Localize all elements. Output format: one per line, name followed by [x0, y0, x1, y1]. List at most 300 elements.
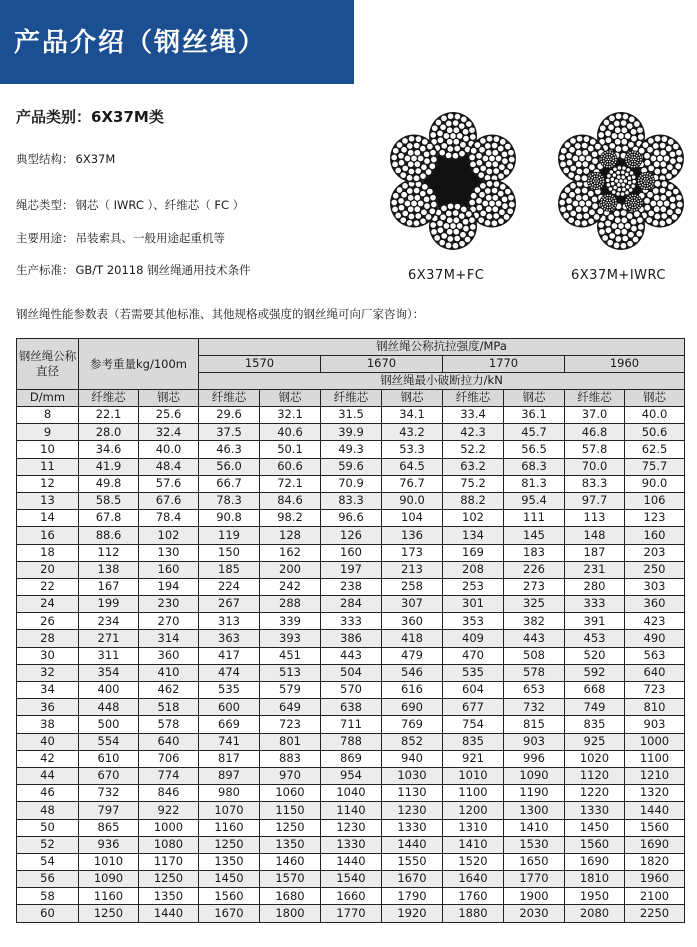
value-cell: 869	[321, 750, 382, 767]
core-strand-wire	[629, 171, 633, 175]
outer-strand-wire	[402, 165, 408, 171]
outer-strand-wire	[452, 152, 458, 158]
outer-strand-wire	[422, 139, 428, 145]
header-fiber-core: 纤维芯	[565, 390, 625, 407]
info-standard	[16, 262, 251, 278]
value-cell: 49.8	[79, 475, 139, 492]
outer-strand-wire	[459, 240, 465, 246]
outer-strand-wire	[609, 115, 615, 121]
value-cell: 59.6	[321, 458, 382, 475]
diameter-cell: 18	[17, 544, 79, 561]
outer-strand-wire	[634, 211, 640, 217]
core-strand-wire	[617, 187, 621, 191]
value-cell: 96.6	[321, 510, 382, 527]
value-cell: 610	[79, 750, 139, 767]
outer-strand-wire	[637, 217, 643, 223]
header-fiber-core: 纤维芯	[443, 390, 504, 407]
outer-strand-wire	[591, 196, 597, 202]
core-strand-wire	[652, 178, 654, 180]
value-cell: 1950	[565, 888, 625, 905]
value-cell: 1690	[565, 853, 625, 870]
value-cell: 535	[443, 664, 504, 681]
outer-strand-wire	[493, 181, 499, 187]
value-cell: 273	[504, 578, 565, 595]
outer-strand-wire	[446, 210, 452, 216]
outer-strand-wire	[480, 183, 486, 189]
core-strand-wire	[606, 194, 608, 196]
outer-strand-wire	[414, 150, 420, 156]
value-cell: 513	[260, 664, 321, 681]
outer-strand-wire	[413, 142, 419, 148]
outer-strand-wire	[424, 158, 430, 164]
outer-strand-wire	[497, 145, 503, 151]
outer-strand-wire	[415, 213, 421, 219]
info-value: GB/T 20118 钢丝绳通用技术条件	[75, 263, 251, 277]
outer-strand-wire	[393, 148, 399, 154]
outer-strand-wire	[582, 161, 588, 167]
diameter-cell: 9	[17, 424, 79, 441]
outer-strand-wire	[566, 153, 572, 159]
value-cell: 604	[443, 682, 504, 699]
outer-strand-wire	[614, 210, 620, 216]
info-usage	[16, 230, 225, 246]
value-cell: 70.0	[565, 458, 625, 475]
value-cell: 119	[199, 527, 260, 544]
value-cell: 203	[625, 544, 685, 561]
value-cell: 1560	[625, 819, 685, 836]
outer-strand-wire	[660, 161, 666, 167]
outer-strand-wire	[400, 172, 406, 178]
outer-strand-wire	[469, 217, 475, 223]
table-row	[17, 544, 685, 561]
value-cell: 520	[565, 647, 625, 664]
outer-strand-wire	[476, 153, 482, 159]
outer-strand-wire	[666, 173, 672, 179]
value-cell: 31.5	[321, 407, 382, 424]
outer-strand-wire	[498, 173, 504, 179]
table-row	[17, 492, 685, 509]
value-cell: 1190	[504, 785, 565, 802]
value-cell: 40.6	[260, 424, 321, 441]
outer-strand-wire	[576, 136, 582, 142]
core-strand-wire	[631, 151, 633, 153]
table-row	[17, 699, 685, 716]
outer-strand-wire	[485, 143, 491, 149]
outer-strand-wire	[431, 229, 437, 235]
outer-strand-wire	[492, 206, 498, 212]
value-cell: 301	[443, 596, 504, 613]
outer-strand-wire	[595, 143, 601, 149]
core-strand-wire	[615, 202, 617, 204]
table-row	[17, 802, 685, 819]
value-cell: 102	[139, 527, 199, 544]
header-tensile-strength: 钢丝绳公称抗拉强度/MPa	[199, 339, 685, 356]
value-cell: 267	[199, 596, 260, 613]
value-cell: 810	[625, 699, 685, 716]
outer-strand-wire	[470, 148, 476, 154]
table-row	[17, 819, 685, 836]
outer-strand-wire	[413, 220, 419, 226]
outer-strand-wire	[402, 183, 408, 189]
outer-strand-wire	[485, 150, 491, 156]
outer-strand-wire	[588, 218, 594, 224]
outer-strand-wire	[644, 204, 650, 210]
value-cell: 741	[199, 733, 260, 750]
header-grade-1670: 1670	[321, 356, 443, 373]
value-cell: 1770	[504, 871, 565, 888]
outer-strand-wire	[509, 201, 515, 207]
value-cell: 57.6	[139, 475, 199, 492]
value-cell: 1900	[504, 888, 565, 905]
outer-strand-wire	[469, 127, 475, 133]
info-structure	[16, 151, 115, 167]
core-strand-wire	[608, 209, 610, 211]
outer-strand-wire	[669, 196, 675, 202]
diameter-cell: 13	[17, 492, 79, 509]
value-cell: 1250	[79, 905, 139, 922]
outer-strand-wire	[470, 134, 476, 140]
rope-spec-table	[16, 338, 685, 923]
table-row	[17, 716, 685, 733]
core-strand-wire	[606, 199, 608, 201]
core-strand-wire	[613, 167, 617, 171]
value-cell: 1010	[443, 767, 504, 784]
outer-strand-wire	[454, 145, 460, 151]
outer-strand-wire	[420, 218, 426, 224]
core-strand-wire	[616, 192, 620, 196]
value-cell: 32.1	[260, 407, 321, 424]
outer-strand-wire	[575, 143, 581, 149]
outer-strand-wire	[492, 195, 498, 201]
outer-strand-wire	[474, 187, 480, 193]
value-cell: 1770	[321, 905, 382, 922]
outer-strand-wire	[408, 213, 414, 219]
outer-strand-wire	[593, 214, 599, 220]
value-cell: 1250	[139, 871, 199, 888]
outer-strand-wire	[396, 142, 402, 148]
outer-strand-wire	[500, 139, 506, 145]
outer-strand-wire	[576, 213, 582, 219]
outer-strand-wire	[581, 175, 587, 181]
outer-strand-wire	[492, 150, 498, 156]
value-cell: 303	[625, 578, 685, 595]
value-cell: 1790	[382, 888, 443, 905]
outer-strand-wire	[644, 198, 650, 204]
table-row	[17, 647, 685, 664]
outer-strand-wire	[660, 206, 666, 212]
outer-strand-wire	[480, 210, 486, 216]
value-cell: 199	[79, 596, 139, 613]
value-cell: 1560	[565, 836, 625, 853]
outer-strand-wire	[568, 217, 574, 223]
rope-fc-caption: 6X37M+FC	[408, 268, 485, 283]
outer-strand-wire	[644, 153, 650, 159]
core-strand-wire	[602, 180, 604, 182]
value-cell: 238	[321, 578, 382, 595]
value-cell: 1070	[199, 802, 260, 819]
outer-strand-wire	[615, 236, 621, 242]
outer-strand-wire	[669, 151, 675, 157]
value-cell: 88.6	[79, 527, 139, 544]
value-cell: 185	[199, 561, 260, 578]
value-cell: 111	[504, 510, 565, 527]
value-cell: 126	[321, 527, 382, 544]
value-cell: 314	[139, 630, 199, 647]
outer-strand-wire	[575, 150, 581, 156]
outer-strand-wire	[392, 206, 398, 212]
value-cell: 1960	[625, 871, 685, 888]
value-cell: 128	[260, 527, 321, 544]
value-cell: 250	[625, 561, 685, 578]
outer-strand-wire	[605, 220, 611, 226]
outer-strand-wire	[566, 159, 572, 165]
diameter-cell: 34	[17, 682, 79, 699]
value-cell: 49.3	[321, 441, 382, 458]
outer-strand-wire	[621, 138, 627, 144]
value-cell: 333	[565, 596, 625, 613]
outer-strand-wire	[581, 187, 587, 193]
value-cell: 187	[565, 544, 625, 561]
core-strand-wire	[631, 175, 635, 179]
diameter-cell: 10	[17, 441, 79, 458]
value-cell: 1460	[260, 853, 321, 870]
outer-strand-wire	[414, 195, 420, 201]
value-cell: 213	[382, 561, 443, 578]
outer-strand-wire	[464, 236, 470, 242]
value-cell: 470	[443, 647, 504, 664]
outer-strand-wire	[561, 193, 567, 199]
outer-strand-wire	[638, 224, 644, 230]
outer-strand-wire	[424, 203, 430, 209]
value-cell: 1250	[260, 819, 321, 836]
value-cell: 46.8	[565, 424, 625, 441]
info-label: 典型结构：	[16, 152, 74, 166]
outer-strand-wire	[675, 163, 681, 169]
value-cell: 28.0	[79, 424, 139, 441]
value-cell: 148	[565, 527, 625, 544]
table-row	[17, 407, 685, 424]
outer-strand-wire	[503, 214, 509, 220]
outer-strand-wire	[434, 235, 440, 241]
diameter-cell: 46	[17, 785, 79, 802]
value-cell: 1030	[382, 767, 443, 784]
value-cell: 60.6	[260, 458, 321, 475]
value-cell: 84.6	[260, 492, 321, 509]
outer-strand-wire	[439, 149, 445, 155]
info-label: 主要用途：	[16, 231, 74, 245]
diameter-cell: 54	[17, 853, 79, 870]
table-row	[17, 853, 685, 870]
outer-strand-wire	[447, 236, 453, 242]
diameter-cell: 60	[17, 905, 79, 922]
value-cell: 386	[321, 630, 382, 647]
value-cell: 1100	[443, 785, 504, 802]
product-category	[16, 106, 164, 127]
info-core-type	[16, 197, 244, 213]
value-cell: 197	[321, 561, 382, 578]
outer-strand-wire	[446, 217, 452, 223]
category-label: 产品类别：	[16, 108, 92, 126]
outer-strand-wire	[622, 145, 628, 151]
table-row	[17, 888, 685, 905]
outer-strand-wire	[493, 213, 499, 219]
outer-strand-wire	[583, 168, 589, 174]
value-cell: 1330	[565, 802, 625, 819]
value-cell: 774	[139, 767, 199, 784]
value-cell: 1920	[382, 905, 443, 922]
outer-strand-wire	[423, 151, 429, 157]
outer-strand-wire	[630, 219, 636, 225]
value-cell: 903	[504, 733, 565, 750]
value-cell: 1440	[382, 836, 443, 853]
outer-strand-wire	[588, 145, 594, 151]
value-cell: 1170	[139, 853, 199, 870]
outer-strand-wire	[559, 154, 565, 160]
outer-strand-wire	[422, 184, 428, 190]
outer-strand-wire	[398, 159, 404, 165]
table-row	[17, 682, 685, 699]
outer-strand-wire	[507, 163, 513, 169]
value-cell: 1410	[443, 836, 504, 853]
table-row	[17, 510, 685, 527]
outer-strand-wire	[431, 201, 437, 207]
value-cell: 1650	[504, 853, 565, 870]
outer-strand-wire	[402, 138, 408, 144]
outer-strand-wire	[620, 210, 626, 216]
value-cell: 835	[443, 733, 504, 750]
diameter-cell: 56	[17, 871, 79, 888]
outer-strand-wire	[468, 230, 474, 236]
info-value: 吊装索具、一般用途起重机等	[75, 231, 225, 245]
outer-strand-wire	[592, 203, 598, 209]
value-cell: 46.3	[199, 441, 260, 458]
diameter-cell: 11	[17, 458, 79, 475]
value-cell: 231	[565, 561, 625, 578]
outer-strand-wire	[398, 198, 404, 204]
value-cell: 42.3	[443, 424, 504, 441]
value-cell: 649	[260, 699, 321, 716]
value-cell: 136	[382, 527, 443, 544]
outer-strand-wire	[668, 139, 674, 145]
value-cell: 22.1	[79, 407, 139, 424]
core-strand-wire	[639, 199, 641, 201]
core-strand-wire	[638, 182, 640, 184]
value-cell: 1450	[199, 871, 260, 888]
outer-strand-wire	[452, 242, 458, 248]
outer-strand-wire	[621, 217, 627, 223]
outer-strand-wire	[507, 208, 513, 214]
outer-strand-wire	[453, 228, 459, 234]
value-cell: 1230	[321, 819, 382, 836]
outer-strand-wire	[605, 137, 611, 143]
outer-strand-wire	[441, 233, 447, 239]
outer-strand-wire	[437, 130, 443, 136]
value-cell: 34.6	[79, 441, 139, 458]
value-cell: 723	[260, 716, 321, 733]
value-cell: 160	[625, 527, 685, 544]
table-row	[17, 475, 685, 492]
outer-strand-wire	[673, 188, 679, 194]
value-cell: 723	[625, 682, 685, 699]
value-cell: 418	[382, 630, 443, 647]
value-cell: 34.1	[382, 407, 443, 424]
value-cell: 638	[321, 699, 382, 716]
outer-strand-wire	[420, 190, 426, 196]
core-strand-wire	[600, 160, 602, 162]
outer-strand-wire	[505, 188, 511, 194]
outer-strand-wire	[430, 149, 436, 155]
value-cell: 1530	[504, 836, 565, 853]
value-cell: 640	[625, 664, 685, 681]
outer-strand-wire	[423, 196, 429, 202]
value-cell: 954	[321, 767, 382, 784]
core-strand-wire	[617, 166, 621, 170]
outer-strand-wire	[614, 120, 620, 126]
outer-strand-wire	[486, 213, 492, 219]
value-cell: 769	[382, 716, 443, 733]
value-cell: 1130	[382, 785, 443, 802]
value-cell: 75.2	[443, 475, 504, 492]
outer-strand-wire	[646, 217, 652, 223]
outer-strand-wire	[441, 143, 447, 149]
outer-strand-wire	[453, 217, 459, 223]
value-cell: 1540	[321, 871, 382, 888]
outer-strand-wire	[406, 220, 412, 226]
value-cell: 1090	[504, 767, 565, 784]
value-cell: 78.4	[139, 510, 199, 527]
value-cell: 160	[139, 561, 199, 578]
value-cell: 270	[139, 613, 199, 630]
value-cell: 134	[443, 527, 504, 544]
value-cell: 40.0	[625, 407, 685, 424]
value-cell: 353	[443, 613, 504, 630]
outer-strand-wire	[570, 183, 576, 189]
outer-strand-wire	[665, 145, 671, 151]
outer-strand-wire	[661, 136, 667, 142]
value-cell: 58.5	[79, 492, 139, 509]
header-steel-core: 钢芯	[139, 390, 199, 407]
outer-strand-wire	[615, 113, 621, 119]
outer-strand-wire	[446, 120, 452, 126]
outer-strand-wire	[592, 158, 598, 164]
value-cell: 62.5	[625, 441, 685, 458]
value-cell: 490	[625, 630, 685, 647]
outer-strand-wire	[620, 120, 626, 126]
value-cell: 145	[504, 527, 565, 544]
outer-strand-wire	[591, 151, 597, 157]
value-cell: 903	[625, 716, 685, 733]
table-row	[17, 871, 685, 888]
value-cell: 936	[79, 836, 139, 853]
value-cell: 64.5	[382, 458, 443, 475]
value-cell: 1350	[199, 853, 260, 870]
value-cell: 616	[382, 682, 443, 699]
value-cell: 732	[504, 699, 565, 716]
outer-strand-wire	[660, 150, 666, 156]
value-cell: 33.4	[443, 407, 504, 424]
page-title: 产品介绍（钢丝绳）	[14, 28, 267, 58]
diameter-cell: 30	[17, 647, 79, 664]
value-cell: 2100	[625, 888, 685, 905]
header-fiber-core: 纤维芯	[321, 390, 382, 407]
outer-strand-wire	[574, 175, 580, 181]
outer-strand-wire	[420, 173, 426, 179]
value-cell: 669	[199, 716, 260, 733]
outer-strand-wire	[603, 119, 609, 125]
value-cell: 409	[443, 630, 504, 647]
outer-strand-wire	[588, 190, 594, 196]
value-cell: 980	[199, 785, 260, 802]
